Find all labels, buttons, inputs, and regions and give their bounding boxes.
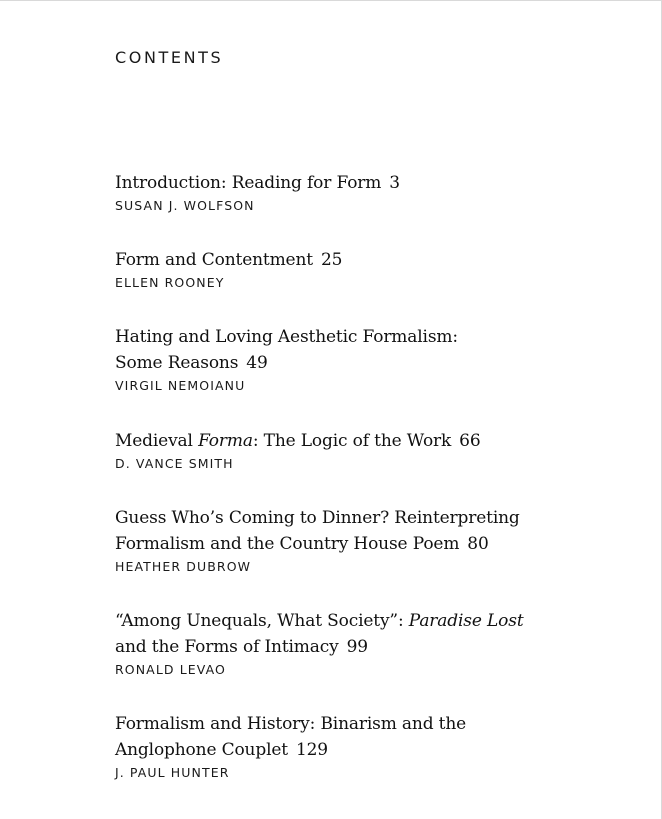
entry-title	[115, 324, 635, 376]
entry-title	[115, 170, 635, 196]
entry-title-line: Anglophone Couplet	[115, 740, 288, 760]
entry-page-number: 49	[246, 353, 268, 373]
toc-entry	[115, 428, 635, 472]
entry-title-line: Formalism and History: Binarism and the	[115, 714, 467, 734]
entry-title-italic: Paradise Lost	[408, 611, 524, 631]
toc-entry	[115, 324, 635, 394]
entry-page-number: 3	[389, 173, 400, 193]
entry-title-text: “Among Unequals, What Society”:	[115, 611, 409, 631]
entry-title-line: Formalism and the Country House Poem	[115, 534, 460, 554]
entry-author: J. PAUL HUNTER	[115, 765, 230, 780]
entry-title	[115, 428, 635, 454]
entry-title	[115, 711, 635, 763]
entry-title-text: Introduction: Reading for Form	[115, 173, 382, 193]
entry-author: ELLEN ROONEY	[115, 275, 225, 290]
toc-entry	[115, 608, 635, 678]
entry-title	[115, 505, 635, 557]
entry-page-number: 129	[295, 740, 328, 760]
toc-entry	[115, 711, 635, 781]
entry-page-number: 25	[320, 250, 343, 270]
toc-entry	[115, 170, 635, 214]
entry-author: D. VANCE SMITH	[115, 456, 234, 471]
contents-heading: CONTENTS	[115, 48, 224, 67]
entry-title-italic: Forma	[198, 431, 253, 451]
entry-title-text: Form and Contentment	[115, 250, 313, 270]
toc-entry	[115, 505, 635, 575]
entry-title-line: Hating and Loving Aesthetic Formalism:	[115, 327, 458, 347]
entry-title-text: : The Logic of the Work	[252, 431, 452, 451]
entry-page-number: 80	[467, 534, 489, 554]
entry-author: HEATHER DUBROW	[115, 559, 252, 574]
entry-author: VIRGIL NEMOIANU	[115, 378, 246, 393]
entry-title-line: Guess Who’s Coming to Dinner? Reinterpreting	[115, 508, 520, 528]
entry-title	[115, 247, 635, 273]
entry-page-number: 99	[346, 637, 368, 657]
entry-author: SUSAN J. WOLFSON	[115, 198, 255, 213]
entry-page-number: 66	[459, 431, 481, 451]
entry-title	[115, 608, 635, 660]
toc-entry	[115, 247, 635, 291]
entry-title-text: Medieval	[115, 431, 199, 451]
entry-title-line: and the Forms of Intimacy	[115, 637, 339, 657]
entry-title-line: Some Reasons	[115, 353, 239, 373]
entry-author: RONALD LEVAO	[115, 662, 226, 677]
